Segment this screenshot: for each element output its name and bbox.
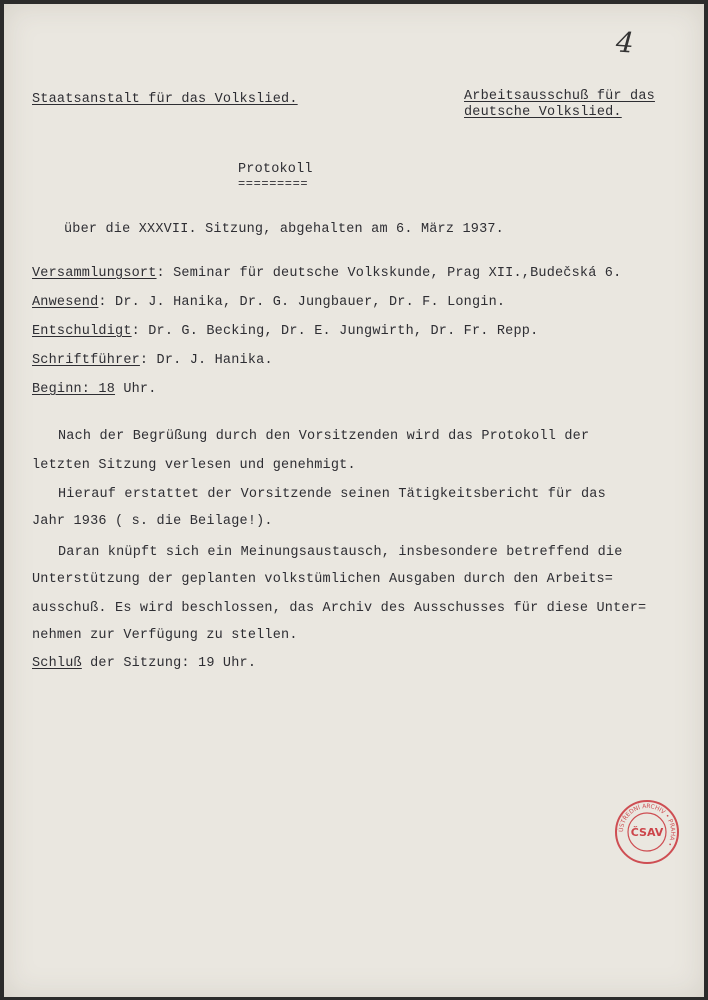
field-value: : Dr. J. Hanika, Dr. G. Jungbauer, Dr. F. Longin. <box>98 295 506 310</box>
title-double-rule: ========= <box>238 177 309 191</box>
intro-line: über die XXXVII. Sitzung, abgehalten am 6. März 1937. <box>64 222 504 237</box>
closing-value: der Sitzung: 19 Uhr. <box>81 656 257 671</box>
field-value: Uhr. <box>115 382 157 397</box>
paragraph-2-line-2: Jahr 1936 ( s. die Beilage!). <box>32 514 273 529</box>
field-label: Versammlungsort <box>32 266 157 281</box>
closing-label: Schluß <box>32 656 82 671</box>
field-anwesend <box>32 295 505 311</box>
stamp-ring-text: ÚSTŘEDNÍ ARCHIV • PRAHA • <box>617 802 677 848</box>
header-left: Staatsanstalt für das Volkslied. <box>32 92 298 107</box>
field-label: Entschuldigt <box>32 324 132 339</box>
field-entschuldigt <box>32 324 538 340</box>
closing-line <box>32 656 256 672</box>
paragraph-1-line-2: letzten Sitzung verlesen und genehmigt. <box>32 458 356 473</box>
field-value: : Dr. J. Hanika. <box>139 353 273 368</box>
field-schriftfuehrer <box>32 353 273 369</box>
paragraph-1-line-1: Nach der Begrüßung durch den Vorsitzenden wird das Protokoll der <box>58 429 590 444</box>
archive-stamp <box>614 799 680 865</box>
field-label: Anwesend <box>32 295 99 310</box>
paragraph-3-line-1: Daran knüpft sich ein Meinungsaustausch, insbesondere betreffend die <box>58 545 623 560</box>
header-right-line1: Arbeitsausschuß für das <box>464 89 655 104</box>
field-label: Beginn: 18 <box>32 382 116 397</box>
paragraph-3-line-3: ausschuß. Es wird beschlossen, das Archiv des Ausschusses für diese Unter= <box>32 601 647 616</box>
stamp-center-text: ČSAV <box>630 826 664 839</box>
paragraph-3-line-4: nehmen zur Verfügung zu stellen. <box>32 628 298 643</box>
document-title: Protokoll <box>238 162 313 177</box>
paragraph-3-line-2: Unterstützung der geplanten volkstümlichen Ausgaben durch den Arbeits= <box>32 572 614 587</box>
folio-number: 4 <box>614 25 635 60</box>
field-label: Schriftführer <box>32 353 140 368</box>
field-versammlungsort <box>32 266 621 282</box>
header-right-line2: deutsche Volkslied. <box>464 105 622 120</box>
document-page <box>4 4 704 997</box>
field-value: : Seminar für deutsche Volkskunde, Prag XII.,Budečská 6. <box>156 266 622 281</box>
field-beginn <box>32 382 157 398</box>
paragraph-2-line-1: Hierauf erstattet der Vorsitzende seinen Tätigkeitsbericht für das <box>58 487 606 502</box>
field-value: : Dr. G. Becking, Dr. E. Jungwirth, Dr. Fr. Repp. <box>131 324 539 339</box>
